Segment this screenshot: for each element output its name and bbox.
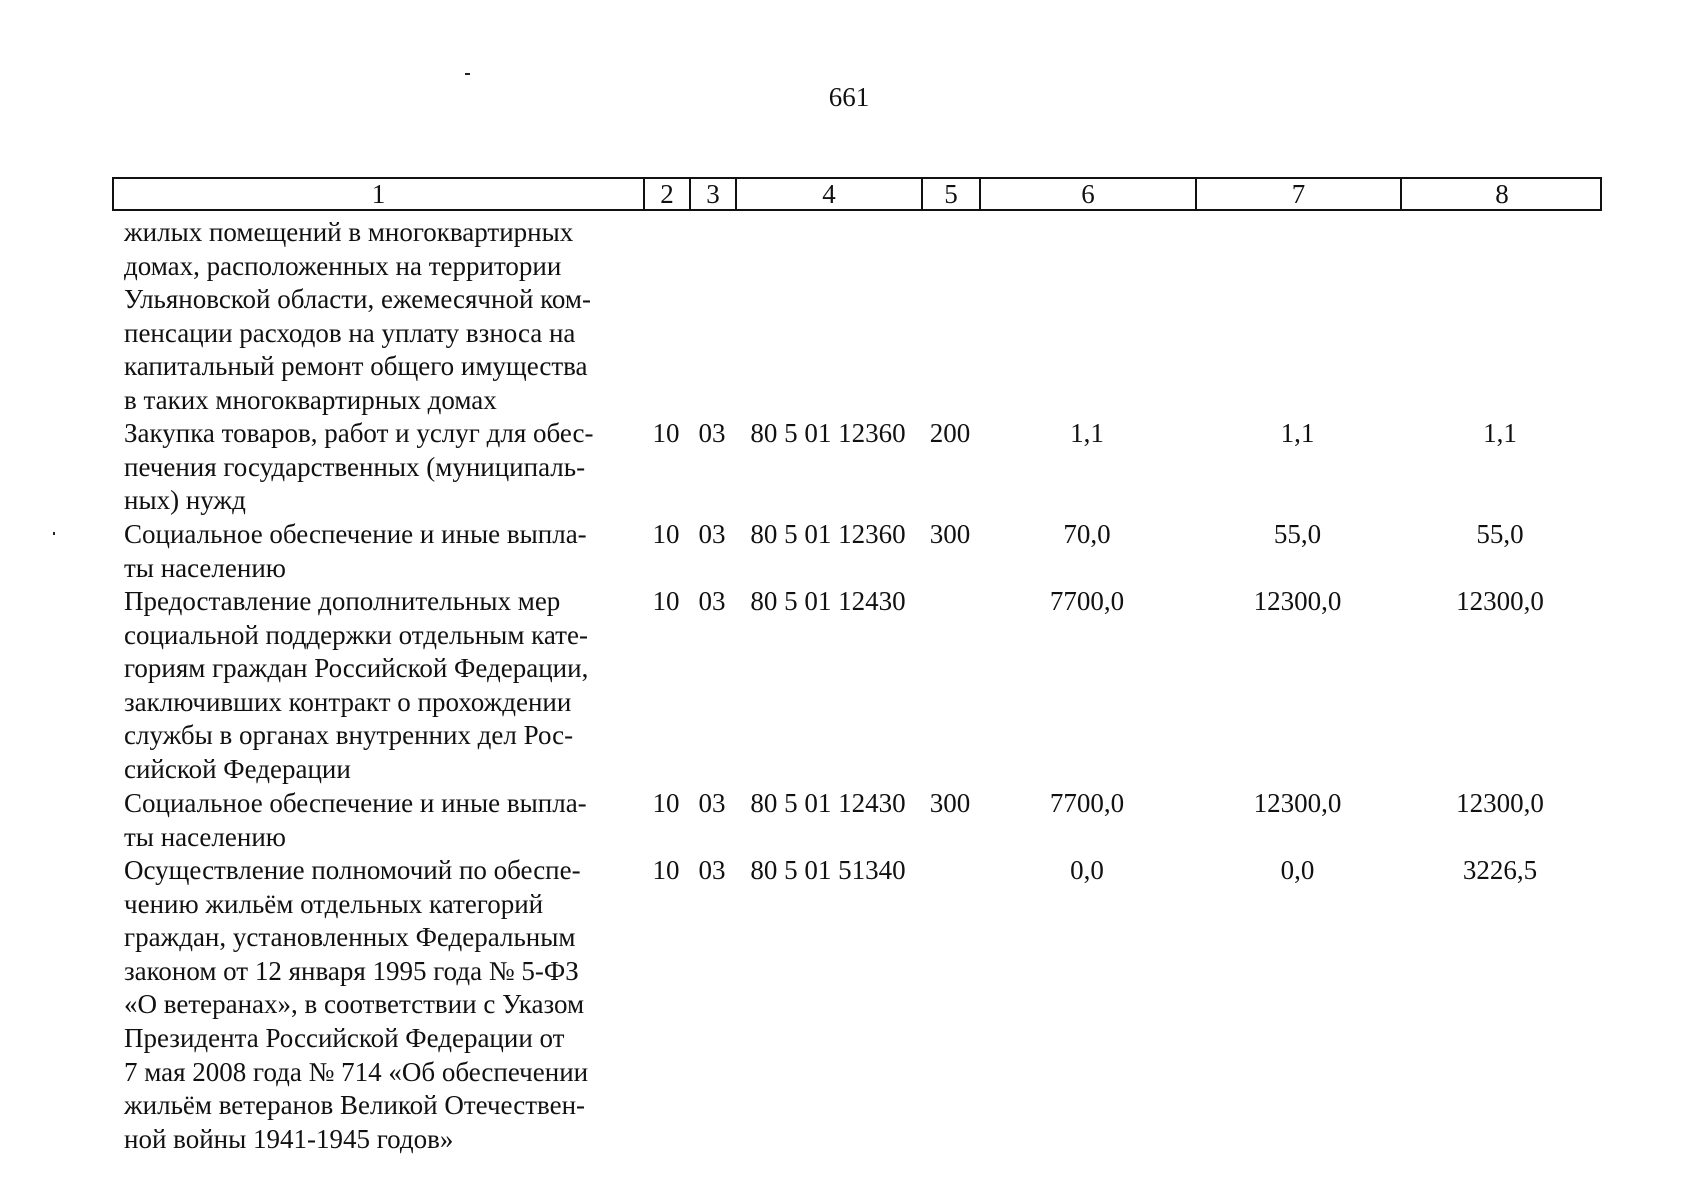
column-header-6: 6 [981, 179, 1197, 209]
column-header-4: 4 [737, 179, 923, 209]
cell-amount-8: 12300,0 [1456, 586, 1544, 616]
cell-target-article: 80 5 01 51340 [750, 855, 906, 885]
table-row [112, 216, 1602, 417]
cell-amount-8: 3226,5 [1462, 855, 1538, 885]
column-header-1: 1 [114, 179, 645, 209]
row-description: жилых помещений в многоквартирных домах, расположенных на территории Ульяновской области, ежемесячной ком- пенсации расходов на уплату взноса на капитальный ремонт общего имущества в таких многоквартирных домах [124, 217, 591, 415]
cell-amount-8: 1,1 [1483, 418, 1517, 448]
table-body [112, 216, 1602, 1156]
page-number: 661 [828, 82, 870, 112]
cell-target-article: 80 5 01 12430 [750, 586, 906, 616]
column-header-7: 7 [1197, 179, 1402, 209]
column-header-8: 8 [1495, 179, 1509, 209]
cell-target-article: 80 5 01 12430 [750, 788, 906, 818]
scan-speck [53, 532, 55, 535]
cell-amount-7: 12300,0 [1253, 586, 1342, 616]
table-row [112, 518, 1602, 585]
cell-target-article: 80 5 01 12360 [750, 418, 906, 448]
cell-section: 10 [652, 788, 680, 818]
table-row [112, 585, 1602, 787]
scan-speck [465, 73, 470, 75]
column-header-3: 3 [691, 179, 737, 209]
table-row [112, 854, 1602, 1156]
table-header [112, 177, 1602, 211]
cell-expense-type: 200 [929, 418, 971, 448]
column-header-5: 5 [923, 179, 981, 209]
cell-amount-6: 7700,0 [1049, 586, 1125, 616]
cell-amount-7: 12300,0 [1253, 788, 1342, 818]
cell-amount-6: 7700,0 [1049, 788, 1125, 818]
cell-subsection: 03 [698, 788, 726, 818]
row-description: Осуществление полномочий по обеспе- чению жильём отдельных категорий граждан, установленных Федеральным законом от 12 января 1995 года № 5-ФЗ «О ветеранах», в соответствии с Указом Президента Российской Федерации от 7 мая 2008 года № 714 «Об обеспечении жильём ветеранов Великой Отечествен- ной войны 1941-1945 годов» [124, 855, 589, 1154]
cell-amount-6: 0,0 [1070, 855, 1104, 885]
cell-amount-6: 70,0 [1063, 519, 1111, 549]
cell-subsection: 03 [698, 519, 726, 549]
cell-target-article: 80 5 01 12360 [750, 519, 906, 549]
cell-amount-7: 55,0 [1273, 519, 1322, 549]
cell-subsection: 03 [698, 418, 726, 448]
column-header-2: 2 [645, 179, 691, 209]
cell-amount-7: 1,1 [1280, 418, 1315, 448]
cell-section: 10 [652, 855, 680, 885]
row-description: Социальное обеспечение и иные выпла- ты населению [124, 788, 587, 852]
cell-subsection: 03 [698, 586, 726, 616]
cell-expense-type: 300 [929, 788, 971, 818]
cell-expense-type: 300 [929, 519, 971, 549]
cell-amount-7: 0,0 [1280, 855, 1315, 885]
cell-amount-8: 12300,0 [1456, 788, 1544, 818]
row-description: Закупка товаров, работ и услуг для обес- печения государственных (муниципаль- ных) нужд [124, 418, 594, 516]
cell-amount-6: 1,1 [1070, 418, 1104, 448]
cell-section: 10 [652, 519, 680, 549]
cell-subsection: 03 [698, 855, 726, 885]
row-description: Предоставление дополнительных мер социальной поддержки отдельным кате- гориям граждан Российской Федерации, заключивших контракт о прохождении службы в органах внутренних дел Рос- сийской Федерации [124, 586, 589, 784]
cell-amount-8: 55,0 [1476, 519, 1524, 549]
cell-section: 10 [652, 586, 680, 616]
table-row [112, 417, 1602, 518]
cell-section: 10 [652, 418, 680, 448]
row-description: Социальное обеспечение и иные выпла- ты населению [124, 519, 587, 583]
table-row [112, 787, 1602, 854]
